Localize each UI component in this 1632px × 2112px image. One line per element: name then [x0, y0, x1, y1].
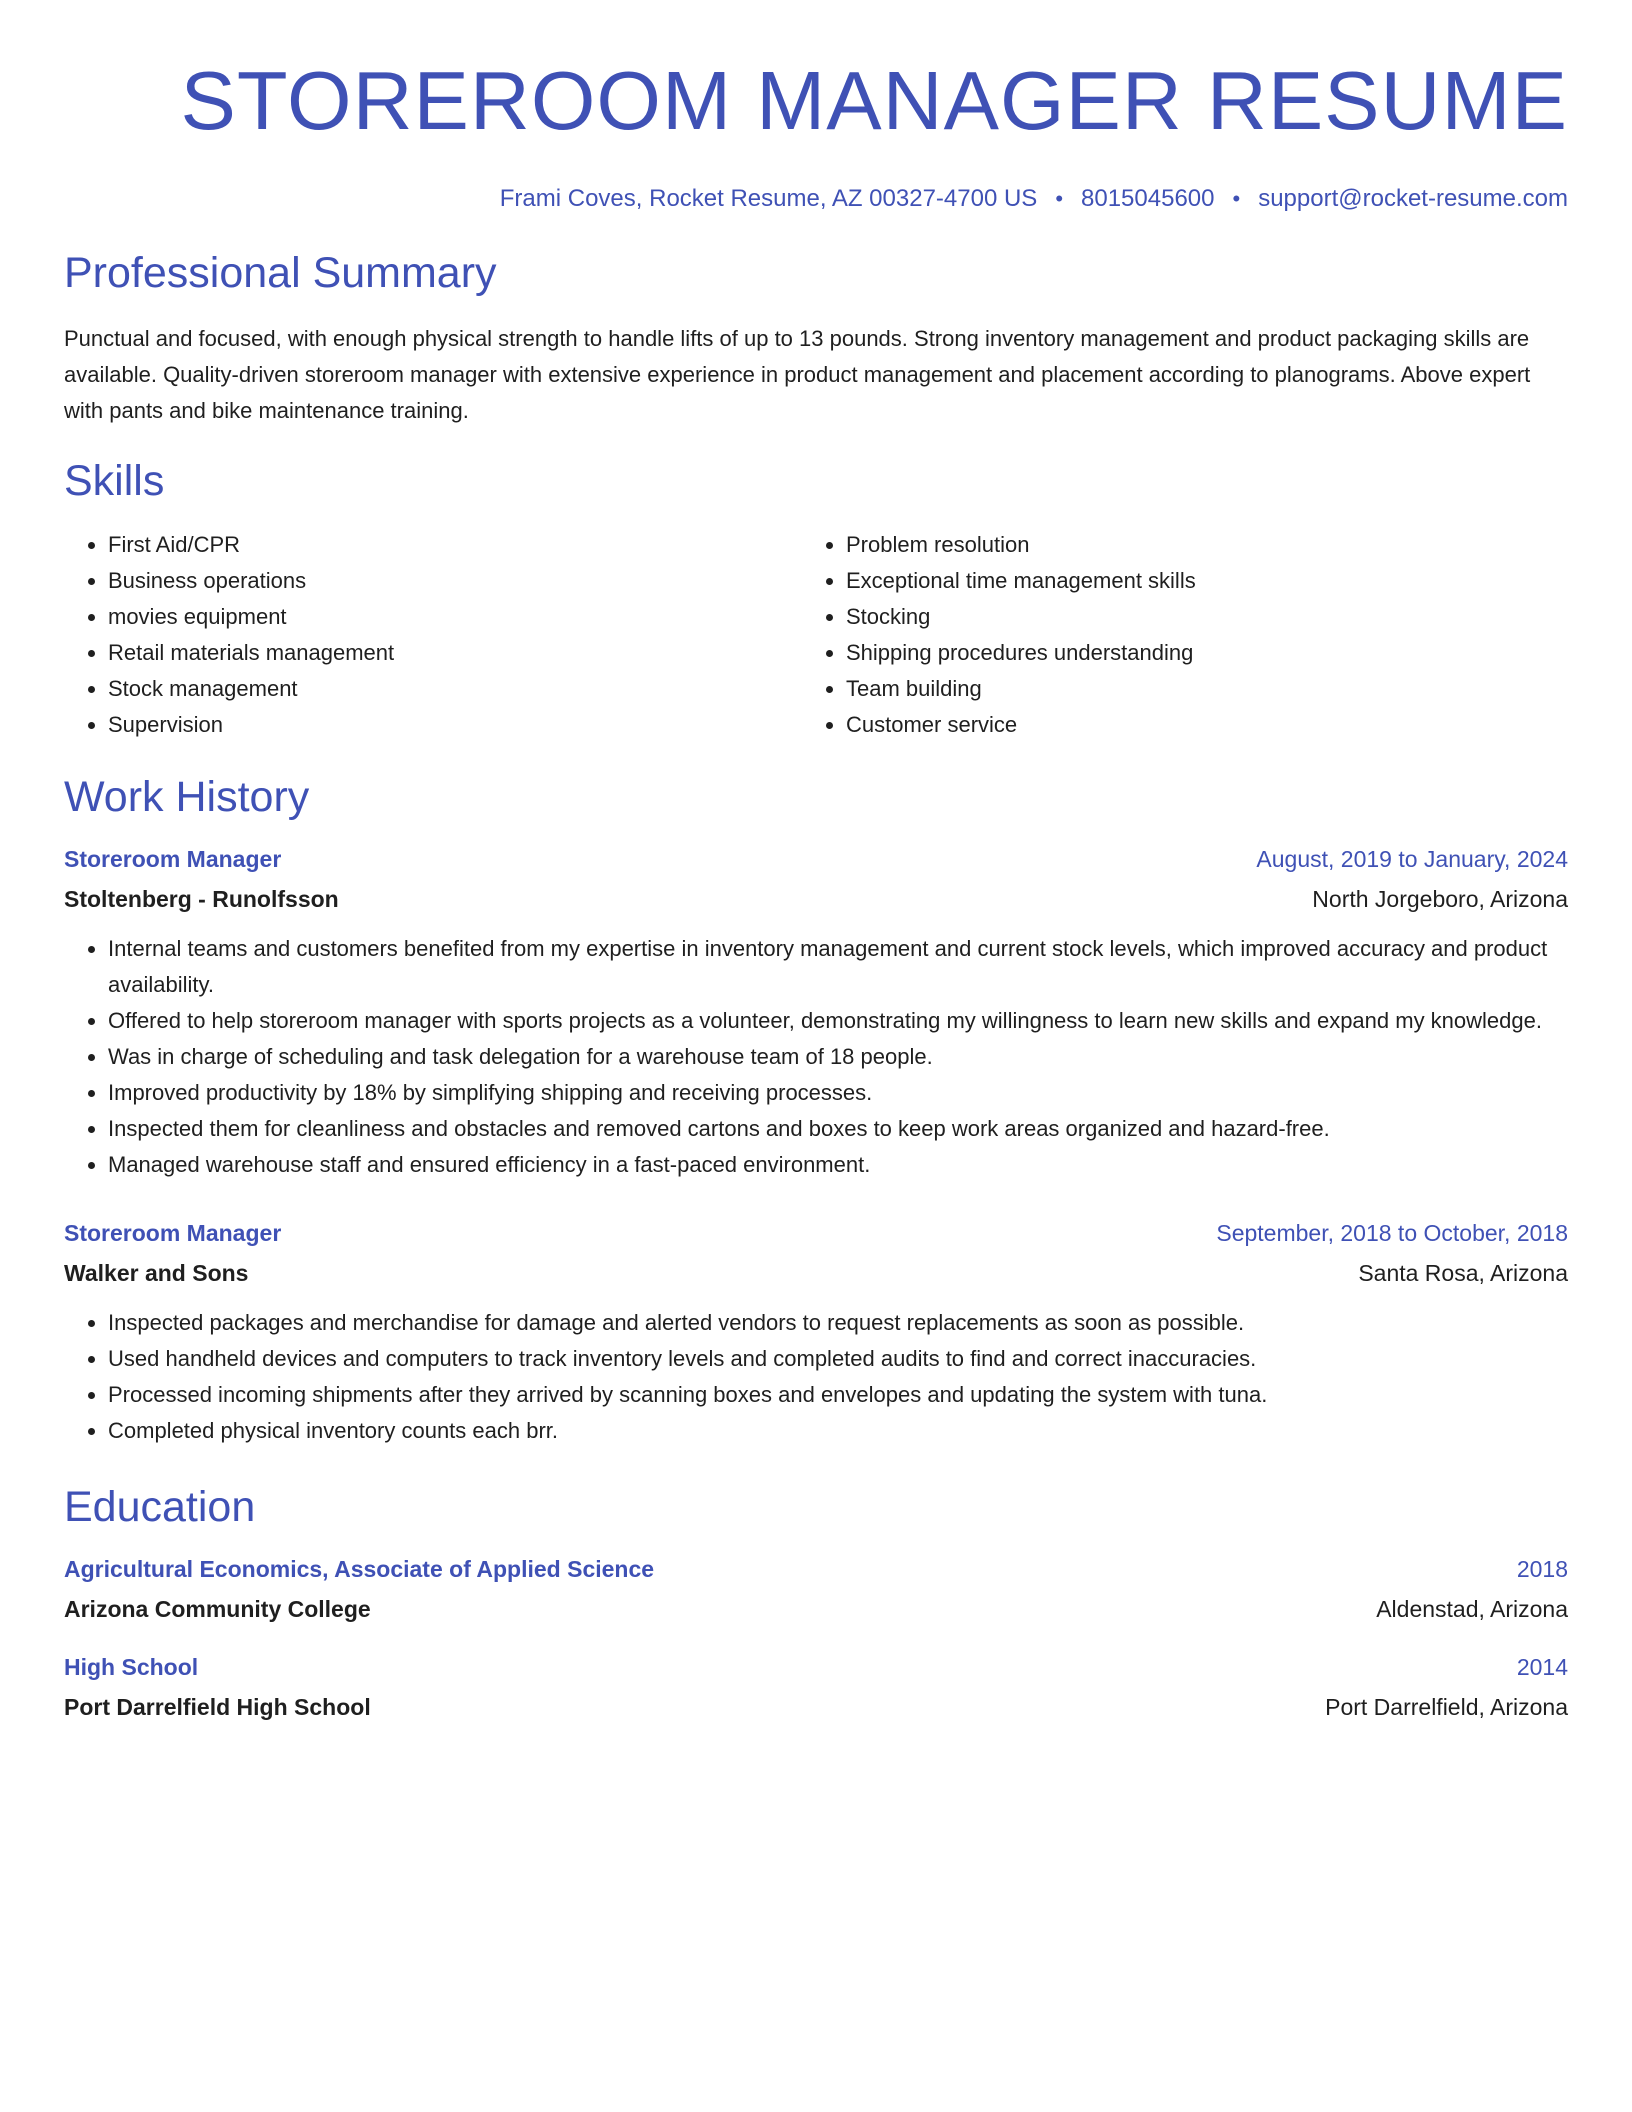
education-heading: Education: [64, 1483, 256, 1531]
skill-item: • Business operations: [108, 563, 802, 599]
job-bullet: • Used handheld devices and computers to track inventory levels and completed audits to find and correct inaccuracies.: [108, 1341, 1568, 1377]
job-bullet: • Improved productivity by 18% by simplifying shipping and receiving processes.: [108, 1075, 1568, 1111]
job-bullet: • Processed incoming shipments after they arrived by scanning boxes and envelopes and updating the system with tuna.: [108, 1377, 1568, 1413]
education-subheader: [64, 1691, 1568, 1723]
contact-email[interactable]: support@rocket-resume.com: [1258, 185, 1568, 212]
education-degree: High School: [64, 1654, 199, 1680]
skill-item: • Shipping procedures understanding: [846, 635, 1540, 671]
job-bullets: [64, 931, 1568, 1183]
education-location: Aldenstad, Arizona: [1376, 1596, 1568, 1622]
job-bullet: • Completed physical inventory counts each brr.: [108, 1413, 1568, 1449]
skills-column-right: [802, 527, 1540, 743]
job-role: Storeroom Manager: [64, 1220, 282, 1246]
skills-heading: Skills: [64, 457, 165, 505]
skill-item: • Retail materials management: [108, 635, 802, 671]
job-entry: [64, 1217, 1568, 1449]
job-location: North Jorgeboro, Arizona: [1312, 886, 1568, 912]
job-header: [64, 843, 1568, 875]
job-bullet: • Was in charge of scheduling and task delegation for a warehouse team of 18 people.: [108, 1039, 1568, 1075]
job-bullet: • Inspected packages and merchandise for damage and alerted vendors to request replacements as soon as possible.: [108, 1305, 1568, 1341]
job-bullet: • Internal teams and customers benefited from my expertise in inventory management and current stock levels, which improved accuracy and product availability.: [108, 931, 1568, 1003]
skill-item: • Stocking: [846, 599, 1540, 635]
job-location: Santa Rosa, Arizona: [1358, 1260, 1568, 1286]
education-year: 2014: [1516, 1654, 1568, 1680]
skills-column-left: [64, 527, 802, 743]
job-bullet: • Managed warehouse staff and ensured efficiency in a fast-paced environment.: [108, 1147, 1568, 1183]
skill-item: • Exceptional time management skills: [846, 563, 1540, 599]
job-subheader: [64, 1257, 1568, 1289]
skills-list: [64, 527, 1568, 743]
resume-title: STOREROOM MANAGER RESUME: [180, 54, 1568, 147]
contact-separator: •: [1055, 186, 1064, 211]
skill-item: • movies equipment: [108, 599, 802, 635]
skill-item: • Supervision: [108, 707, 802, 743]
job-bullet: • Inspected them for cleanliness and obstacles and removed cartons and boxes to keep work areas organized and hazard-free.: [108, 1111, 1568, 1147]
education-school: Arizona Community College: [64, 1596, 371, 1622]
job-bullets: [64, 1305, 1568, 1449]
skill-item: • Stock management: [108, 671, 802, 707]
contact-line: [64, 184, 1568, 214]
education-header: [64, 1553, 1568, 1585]
education-entry: [64, 1651, 1568, 1723]
job-role: Storeroom Manager: [64, 846, 282, 872]
summary-heading: Professional Summary: [64, 249, 497, 297]
summary-text: Punctual and focused, with enough physical strength to handle lifts of up to 13 pounds. Strong inventory management and product packaging skills are available. Quality-driven storeroom manager with extensive experience in product management and placement according to planograms. Above expert with pants and bike maintenance training.: [64, 326, 1531, 423]
skill-item: • First Aid/CPR: [108, 527, 802, 563]
contact-separator: •: [1232, 186, 1241, 211]
skill-item: • Problem resolution: [846, 527, 1540, 563]
work-history-heading: Work History: [64, 773, 310, 821]
job-dates: August, 2019 to January, 2024: [1256, 846, 1568, 872]
education-subheader: [64, 1593, 1568, 1625]
job-company: Stoltenberg - Runolfsson: [64, 886, 339, 912]
skill-item: • Customer service: [846, 707, 1540, 743]
education-location: Port Darrelfield, Arizona: [1325, 1694, 1568, 1720]
job-bullet: • Offered to help storeroom manager with sports projects as a volunteer, demonstrating my willingness to learn new skills and expand my knowledge.: [108, 1003, 1568, 1039]
job-dates: September, 2018 to October, 2018: [1216, 1220, 1568, 1246]
job-subheader: [64, 883, 1568, 915]
job-header: [64, 1217, 1568, 1249]
contact-phone: 8015045600: [1081, 185, 1215, 212]
skill-item: • Team building: [846, 671, 1540, 707]
education-header: [64, 1651, 1568, 1683]
education-year: 2018: [1516, 1556, 1568, 1582]
education-school: Port Darrelfield High School: [64, 1694, 371, 1720]
education-degree: Agricultural Economics, Associate of Applied Science: [64, 1556, 655, 1582]
job-company: Walker and Sons: [64, 1260, 249, 1286]
job-entry: [64, 843, 1568, 1183]
education-entry: [64, 1553, 1568, 1625]
contact-address: Frami Coves, Rocket Resume, AZ 00327-4700 US: [499, 185, 1038, 212]
